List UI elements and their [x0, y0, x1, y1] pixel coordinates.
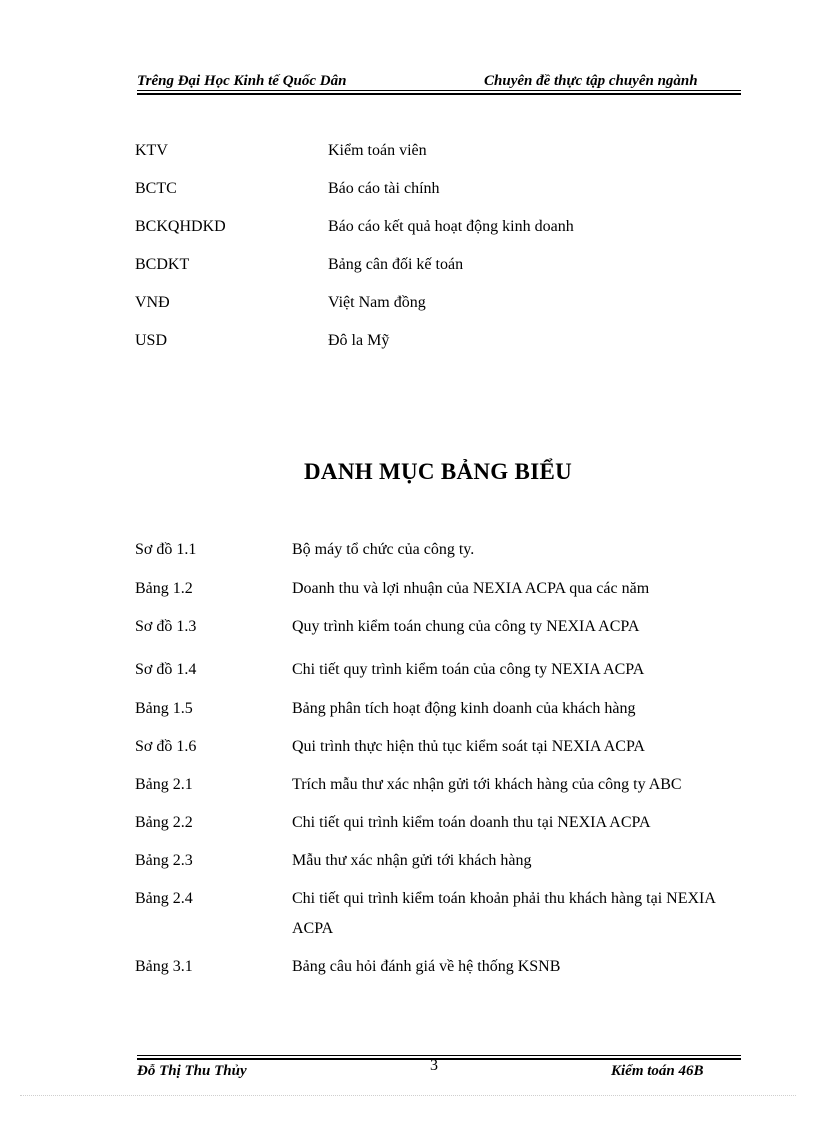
abbreviation-value: Báo cáo tài chính: [328, 180, 440, 197]
table-number: Bảng 2.1: [135, 776, 193, 793]
table-caption: Bảng phân tích hoạt động kinh doanh của khách hàng: [292, 700, 636, 717]
header-document-type: Chuyên đề thực tập chuyên ngành: [484, 73, 698, 89]
header-rule: [137, 90, 741, 91]
table-number: Sơ đồ 1.3: [135, 618, 197, 635]
table-caption: Qui trình thực hiện thủ tục kiểm soát tại NEXIA ACPA: [292, 738, 645, 755]
footer-class: Kiểm toán 46B: [611, 1063, 704, 1079]
table-number: Bảng 2.3: [135, 852, 193, 869]
abbreviation-value: Kiểm toán viên: [328, 142, 427, 159]
table-caption: Trích mẫu thư xác nhận gửi tới khách hàng của công ty ABC: [292, 776, 682, 793]
table-caption: Doanh thu và lợi nhuận của NEXIA ACPA qua các năm: [292, 580, 650, 597]
table-caption: Mẫu thư xác nhận gửi tới khách hàng: [292, 852, 532, 869]
table-number: Bảng 2.2: [135, 814, 193, 831]
abbreviation-key: BCTC: [135, 180, 177, 197]
table-caption: Chi tiết qui trình kiểm toán doanh thu tại NEXIA ACPA: [292, 814, 651, 831]
abbreviation-value: Đô la Mỹ: [328, 332, 390, 349]
table-caption: Bộ máy tổ chức của công ty.: [292, 541, 475, 558]
table-number: Sơ đồ 1.4: [135, 661, 197, 678]
table-caption: Chi tiết qui trình kiểm toán khoản phải thu khách hàng tại NEXIA ACPA: [292, 890, 716, 937]
abbreviation-value: Việt Nam đồng: [328, 294, 426, 311]
table-caption: Quy trình kiểm toán chung của công ty NEXIA ACPA: [292, 618, 640, 635]
table-caption: Chi tiết quy trình kiểm toán của công ty NEXIA ACPA: [292, 661, 645, 678]
table-number: Bảng 3.1: [135, 958, 193, 975]
header-university: Trêng Đại Học Kinh tế Quốc Dân: [137, 73, 347, 89]
header-rule-thick: [137, 93, 741, 95]
table-number: Sơ đồ 1.1: [135, 541, 197, 558]
page-edge-divider: [20, 1095, 796, 1096]
abbreviation-key: BCDKT: [135, 256, 190, 273]
abbreviation-key: VNĐ: [135, 294, 170, 311]
footer-rule: [137, 1055, 741, 1056]
table-number: Bảng 1.5: [135, 700, 193, 717]
table-number: Bảng 2.4: [135, 890, 193, 907]
abbreviation-value: Báo cáo kết quả hoạt động kinh doanh: [328, 218, 574, 235]
table-number: Bảng 1.2: [135, 580, 193, 597]
section-title: DANH MỤC BẢNG BIỂU: [304, 459, 572, 484]
footer-author: Đỗ Thị Thu Thủy: [137, 1063, 247, 1079]
abbreviation-value: Bảng cân đối kế toán: [328, 256, 464, 273]
abbreviation-key: KTV: [135, 142, 168, 159]
abbreviation-key: BCKQHDKD: [135, 218, 226, 235]
table-caption: Bảng câu hỏi đánh giá về hệ thống KSNB: [292, 958, 561, 975]
page-number: 3: [430, 1057, 438, 1074]
table-number: Sơ đồ 1.6: [135, 738, 197, 755]
footer-rule-thick: [137, 1058, 741, 1060]
abbreviation-key: USD: [135, 332, 168, 349]
